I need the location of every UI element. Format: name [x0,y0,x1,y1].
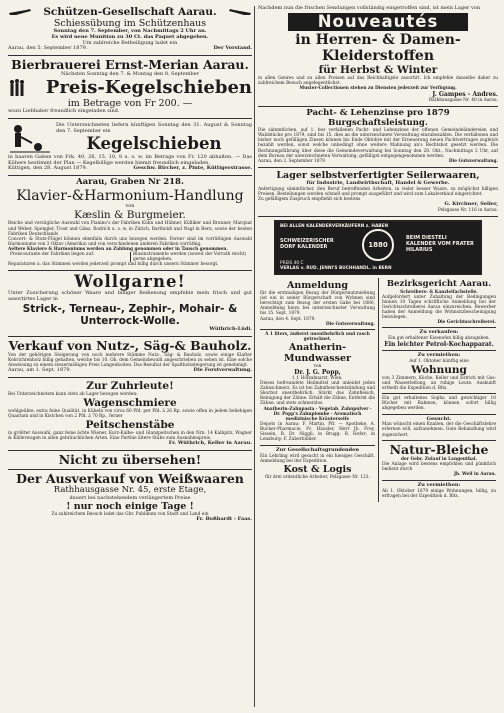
right-lower-left [258,278,378,502]
bezirk-sale-body: Ein gut erhaltener Eisenofen billig abzugeben. [388,336,490,342]
bezirk-rent-sub: Auf 1. Oktober künftig eine [409,358,469,364]
nouveautes-intro: Nachdem nun die frischen Sendungen vollständig eingetroffen sind, ist mein Lager von [258,5,481,11]
nouveautes-big3: für Herbst & Winter [318,63,438,76]
bezirk-sale-title: Zu verkaufen: [419,329,459,336]
ad-koch [260,446,375,483]
klavier-body3: Aeltere Klaviere & Harmoniums werden an Zahlung genommen oder in Tausch genommen. [8,246,228,252]
nicht-big: Der Ausverkauf von Weißwaaren [16,471,244,487]
left-column [8,4,252,709]
wollgarne-sign: Wüthrich-Lüdi. [209,325,252,332]
bezirk-offer: Ein gut erhaltenes Sopha und gewichtiger 10 Bücher mit Rahmen, können sofort billig abgegeben werden. [382,396,496,412]
schuetzen-line1: Sonntag den 7. September, von Nachmittags 2 Uhr an. [53,28,207,34]
seilerwaaren-title: Lager selbstverfertigter Seilerwaaren, [276,169,480,181]
seilerwaaren-body2: Zu gefälligem Zuspruch empfiehlt sich bestens [258,196,361,202]
wollgarne-big: Strick-, Terneau-, Zephir-, Mohair- & Unterrock-Wolle. [22,302,238,327]
pacht-body: Die sämmtlichen, auf 1. bez verfallenen Pacht- und Lehenzinse der offenen Gemeindeländereien und Waldstücke pro 1879, sind bis 15. dies an die unterzeichnete Verwaltung einzubezahlen. Die verfallenen und bisher noch gefälligen Zinsen können bis Ende Oktobre mit der Erneuerung neuen Pachtvertrages zugleich bezahlt werden, sonst welche unbedingt ohne weitere Mahnung an's Rechtsbot gesetzt werden. Die Rechnungsführung über diese die Gemeindeverwaltung bei Sonntag den 28. Okt., Nachmittags 2 Uhr, auf dem Bureau der unterzeichneten Verwaltung, gefälligst entgegengenommen werden. [258,128,498,159]
rifle-icon [228,7,252,17]
schuetzen-line3: Um zahlreiche Betheiligung ladet ein [82,39,178,46]
rule [260,329,375,330]
zufuhr-title: Zur Zuhrleute! [86,379,174,392]
kalender-medal [362,229,394,261]
holz-title: Verkauf von Nutz-, Säg-& Bauholz. [8,337,252,353]
seilerwaaren-address: Pelzgasse Nr. 116 in Aarau. [437,207,498,213]
anmeldung-von: von [313,363,322,369]
seilerwaaren-sign: G. Kirchner, Seiler, [444,200,498,207]
kalender-right: BEIM DIESTELI KALENDER VOM FRATER HILARIUS [406,235,474,253]
zufuhr-body2: wohlgeübte, extra feine Qualität. in Kübeln von circa 60 Pfd. per Pfd. à 26 Rp. sowie offen in jedem beliebigen Quantum und in Kistchen von 2 Pfd. à 70 Rp., ferner [8,408,252,419]
ad-nouveautes [258,4,498,107]
rule [382,393,496,394]
anmeldung-body2: Dieses befreundete Heilmittel und unleidet jeden Zahnschmerz. Es ist bei Zahnfleischentzündung und Skorbut unentbehrlich. Stärkt das Zahnfleisch, Reinigung der Zähne. Erhält die Zähne, Entfernt die Zähne, und stets schmerzlos. [260,381,375,407]
ad-zufuhr [8,378,252,451]
nouveautes-big1: Nouveautés [288,13,468,31]
pacht-title: Pacht- & Lehenzinse pro 1879 Burgschaftsleistung. [306,108,450,128]
bierbrauerei-line2: wozu Liebhaber freundlich eingeladen sind. [8,107,120,114]
bezirk-natur: Natur-Bleiche [389,441,489,457]
rule [382,350,496,351]
bezirk-rent-body: von 3 Zimmern, Küche, Keller und Estrich mit Gas- und Wasserleitung, an ruhige Leute. Auskunft ertheilt die Expedition d. Blts. [382,376,496,392]
klavier-big: Klavier-&Harmonium-Handlung [16,187,244,204]
nicht-body: dauert bei nachstehendem verlängertem Preise [69,494,191,501]
kegel-sign: Geschw. Bircher, z. Pinte, Küttigerstrasse. [133,165,252,172]
holz-body: Von der gehörigen Steigerung von noch mehrere Stämme Nutz-, Säg- & Bauholz, sowie einige Klafter Kebrichtenholz billig gehalten, welche bis 10. Ob. dem Gemeindewald angeschrieben zu sehen ist. Eine solche Anweisung zu einem steuermäßigen Preis Langenboiten. Das Resultat der Spaltholzsteigerung ist genehmigt. [8,352,252,368]
rule [8,469,252,470]
rule [382,440,496,441]
ad-holz [8,337,252,378]
pacht-sign: Die Gutsverwaltung. [448,158,498,164]
ad-nicht [8,451,252,526]
bierbrauerei-big: Preis-Kegelschieben [45,76,252,98]
bezirk-title: Bezirksgericht Aarau. [386,279,492,290]
bezirk-body3: Man wünscht einen Knaben, der die Geschäftslehre erlernen will, aufzunehmen. Gute Behandlung wird zugesichert. [382,422,496,438]
bezirk-wohnung: Wohnung [411,364,467,377]
kegel-intro: Die Unterzeichneten liefern künftigen Sonntag den 31. August & Sonntag den 7. September ein [56,121,252,134]
anmeldung-date: Aarau, den 4. Sept. 1879. [260,316,316,322]
ad-anmeldung [260,278,375,446]
column-divider [254,6,255,707]
kalender-bottom: VERLAG v. RUD. JENNI'S BUCHHANDL. in BERN [280,265,392,271]
klavier-address: Aarau, Graben Nr 218. [76,177,184,188]
bezirk-rent-title: Zu vermiethen: [417,352,461,359]
klavier-von: von [125,202,135,209]
klavier-names: Kæslin & Burgmeier. [74,209,186,222]
nouveautes-sign: J. Gampes - Andres. [432,91,498,99]
zufuhr-body3: in größter Auswahl, ganz feine ächte Wiener, Kurz-Kalbe- und Glanzpeitschen in den Nrn. 14 Kalbpitz, Wagner & Kilderwagen in allen gebräuchlichen Arten. Eine Parthie ältere Stäbe zum Ausnahmspreis. [8,431,252,442]
ad-bierbrauerei [8,56,252,119]
kegel-body: in baaren Gaben von Frk. 40, 26, 15, 10, 8 u. s. w. im Betrage von Fr. 120 abhalten. — Das Kühere bestimmt der Plan — Kegelbillige werden hiemit freundlich eingeladen. [8,153,252,166]
wollgarne-title: Wollgarne! [74,272,186,292]
nouveautes-big2: in Herren- & Damen-Kleiderstoffen [295,31,461,64]
wollgarne-body: Unter Zusicherung schöner Waare und billiger Bedienung empfehle mein frisch und gut assortirtes Lager in [8,290,252,303]
holz-sign: Die Forstverwaltung. [193,366,252,373]
nicht-title: Nicht zu übersehen! [58,452,202,468]
nouveautes-body: in allen Genres und zu allen Preisen auf das Reichhaltigste assortirt. Ich empfehle dasselbe daher zu zahlreichem Besuch angelegentlichst. [258,75,498,86]
klavier-body1: Reiche und vorzügliche Auswahl von Pianino's der Fabriken Kühn und Hübner, Külliker und Brunner, Marquat und Weber, Spengler, Trost und Gänz, Rodrich u. s. w. in Zürich, Bartholdi und Nagl in Bern, sowie der besten Fabriken Deutschlands [8,221,252,237]
zufuhr-big: Wagenschmiere [83,396,177,409]
kalender-year: 1880 [368,240,388,249]
koch-body2: für drei ordentliche Arbeiter, Pelzgasse Nr. 123. [265,475,370,481]
koch-big: Kost & Logis [283,464,352,476]
bowling-scene-icon [8,121,52,155]
kegel-big: Kegelschieben [86,133,222,153]
schuetzen-title: Schützen-Gesellschaft Aarau. [43,6,217,18]
bierbrauerei-title: Bierbrauerei Ernst-Merian Aarau. [11,57,249,73]
klavier-col2: Blasinstrumente werden (soweit der Vorrath reicht) gerne abgegeben. [130,252,252,262]
anmeldung-sign: Die Gutsverwaltung. [325,321,375,327]
rifle-icon [8,7,32,17]
nicht-address: Rathhausgasse Nr. 45, erste Etage, [53,485,207,496]
kalender-top: BEI ALLEN KALENDERVERKÄUFERN z. HABEN [280,223,389,229]
ad-last [382,481,496,502]
right-lower-right [378,278,498,502]
bezirk-last-title: Zu vermiethen: [417,482,461,489]
anmeldung-items: Anatherin-Zahnpasta · Vegetab. Zahnpulver · Dr. Popp's Zahnplombe · Aromatisch medizinische Kräuterseife [263,406,372,422]
bezirk-natur-body: Die Anlage wird bestens empfohlen und pünktlich bedient durch [382,461,496,472]
klavier-footer: Reparaturen u. das Stimmen werden jederzeit prompt und billig durch unsern Stimmer besorgt. [8,262,219,268]
klavier-col1: Preiscourante der Fabriken liegen auf. [10,252,95,258]
nicht-days: ! nur noch einige Tage ! [66,501,194,513]
bierbrauerei-line1: Nächsten Sonntag den 7. & Montag den 8. September [60,71,200,78]
schuetzen-date: Aarau, den 5. September 1879. [8,45,88,52]
kalender-ad [274,220,482,275]
pacht-date: Aarau, den 3. September 1879. [258,158,327,164]
zufuhr-body: Bei Unterzeichnetem kann stets ab Lager bezogen werden: [8,391,138,397]
bowling-pins-icon [8,78,26,98]
koch-title: Zur Gesellschaftsgrundenden [276,447,359,454]
schuetzen-sign: Der Vorstand. [213,45,252,52]
anmeldung-big: Anatherin-Mundwasser [283,341,352,364]
holz-date: Aarau, am 1. Sept. 1879. [8,366,72,373]
ad-pacht [258,107,498,168]
ad-bezirk [382,278,496,481]
kalender-left: SCHWEIZERISCHER DORF KALENDER [280,238,334,250]
anmeldung-sub: Á 1 liters, äußerst unentbehrlich und rasch getrocknet. [265,331,370,342]
ad-klavier [8,176,252,271]
bezirk-body: Aufgefordert unter Zuhaltung der Bedingungen binnen 10 Tagen schriftliche Anmeldung bei der Gerichtsschreiberei Aarau einzureichen. Bewerber haben der Anmeldung die Wohnsitzbescheinigung beizulegen. [382,294,496,321]
ad-kegel [8,119,252,176]
nouveautes-address: Rathhausgasse Nr. 40 in Aarau. [428,98,498,104]
anmeldung-body: für die erstmaligen Bezug der Bürgerinutznießung (ist ein in seiner Bürgerschaft von Wyhnen sind berechtigt zum Bezug der ersten Gabe bei 1880, Anmeldung hiezu bei unterzeichneter Verwaltung bis 15. Sept. 1879. [260,291,375,317]
bezirk-sign: Die Gerichtsschreiberei. [437,320,496,326]
rule [382,414,496,415]
schuetzen-line2: Es wird neue Munition zu 30 Ct. das Paquet abgegeben. [51,33,209,40]
right-lower [258,278,498,502]
anmeldung-vendors: Depots in Aarau: F. Martin, Pfr. — Apotheke, A. Bucher-Pharmacie, Fr. Häusler, Herr Jb. Frey, Sisseln, B. Dr. Niggli; in Brugg: B. Hofer; in Lenzburg: F. Zuberbühler. [260,421,375,443]
anmeldung-doctor: Dr. J. G. Popp, [294,369,341,377]
right-column [258,4,498,709]
bezirk-natur-sign: Jb. Weil in Aarau. [453,471,496,477]
schuetzen-subtitle: Schiessübung im Schützenhaus [53,18,207,29]
kegel-place: Küttigen, den 28. August 1879. [8,165,88,172]
nicht-sign: Fr. Boßhardt - Faas. [196,516,252,523]
seilerwaaren-sub: für Industrie, Landwirthschaft, Handel & Gewerbe. [306,179,450,186]
anmeldung-title: Anmeldung [286,280,349,292]
kalender-price: PREIS 40 C [280,260,304,266]
bezirk-last-body: Ab 1. Oktober 1879 einige Wohnungen, billig, zu erfragen bei der Expedition d. Blts. [382,488,496,499]
bezirk-gesucht: Gesucht. [426,415,452,422]
rule [382,327,496,328]
bezirk-petrol: Ein leichter Petrol-Kochapparat. [384,341,494,349]
koch-body: Ein Lehrling wird gesucht in ein hiesiges Geschäft. Anmeldung bei der Expedition. [260,454,375,465]
klavier-body2: Concert- & Stutz-Flügel können ebenfalls durch uns bezogen werden. Ferner sind im vorräthigen Auswahl Harmoniums von 3 Oktav (Amerika) und von verschiedenen anderen Fabriken vorräthig. [8,236,252,247]
zufuhr-big2: Peitschenstäbe [85,419,175,432]
anmeldung-doc-title: f. f. Hofzahnarzt, Wien. [292,376,343,382]
bezirk-sub: Schreibers- & Kanzleifachstelle. [400,289,478,295]
bierbrauerei-amount: im Betrage von Fr 200. — [67,97,193,109]
nicht-body2: Zu zahlreichem Besuch ladet das Ghr. Publikum von Stadt und Land ein [51,512,209,518]
ad-wollgarne [8,271,252,336]
nouveautes-note: Muster-Collectionen stehen zu Diensten jederzeit zur Verfügung. [299,85,457,91]
bezirk-natur-sub: der Gebr. Zulauf in Langenthal. [401,456,477,462]
ad-schuetzen [8,4,252,56]
zufuhr-sign: Fr. Wüthrich, Keller in Aarau. [168,440,252,447]
seilerwaaren-body: Anfertigung sämmtlicher, den Beruf betreffenden Arbeiten, in vieler besser Waare, zu möglichst billigen Preisen. Bestellungen werden schnell und prompt ausgeführt und wird zum Lokalverkauf eingerichtet. [258,186,498,197]
ad-seilerwaaren [258,168,498,217]
